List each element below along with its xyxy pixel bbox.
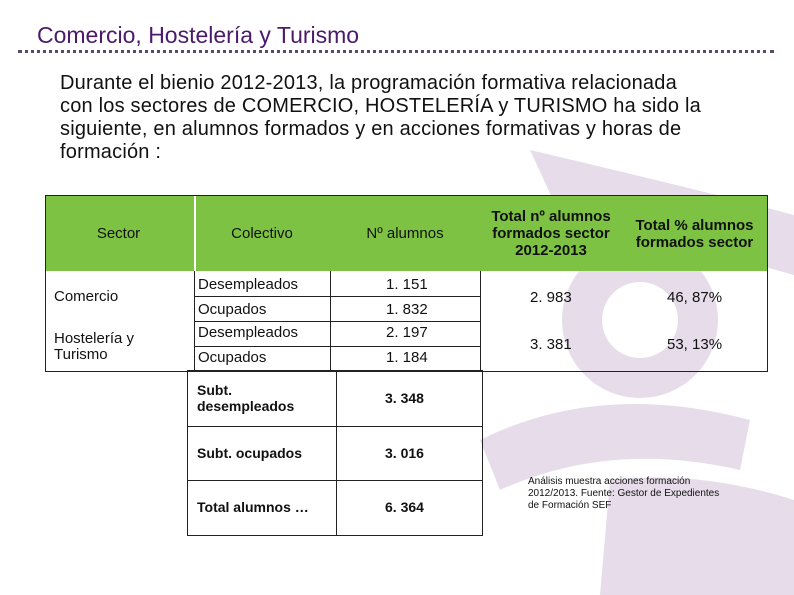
source-note-line: Análisis muestra acciones formación <box>528 476 691 487</box>
intro-line: siguiente, en alumnos formados y en acciones formativas y horas de <box>60 118 682 140</box>
summary-divider <box>336 480 337 535</box>
table-cell-colectivo: Desempleados <box>198 276 299 293</box>
header-total-alumnos <box>480 208 622 259</box>
header-sector: Sector <box>96 225 141 242</box>
header-total-line: formados sector <box>492 225 610 242</box>
intro-line: con los sectores de COMERCIO, HOSTELERÍA y TURISMO ha sido la <box>60 95 701 117</box>
training-table <box>45 195 768 372</box>
summary-value: 3. 348 <box>385 390 424 406</box>
table-cell-pct: 46, 87% <box>667 289 723 306</box>
table-divider <box>194 346 480 347</box>
sector-line: Hostelería y <box>54 330 135 347</box>
summary-divider <box>336 371 337 426</box>
summary-label <box>197 382 294 414</box>
summary-label-line: Subt. <box>197 382 232 398</box>
sector-line: Turismo <box>54 346 108 363</box>
header-total-line: 2012-2013 <box>515 242 587 259</box>
table-cell-total: 2. 983 <box>530 289 572 306</box>
table-cell-alumnos: 1. 151 <box>386 276 428 293</box>
page-title: Comercio, Hostelería y Turismo <box>37 22 360 48</box>
intro-paragraph <box>60 72 760 164</box>
header-pct-alumnos <box>622 217 767 251</box>
header-colectivo: Colectivo <box>231 225 293 242</box>
table-cell-colectivo: Desempleados <box>198 324 299 341</box>
summary-divider <box>336 425 337 480</box>
header-total-line: Total nº alumnos <box>491 208 611 225</box>
table-cell-alumnos: 1. 832 <box>386 301 428 318</box>
source-note-line: de Formación SEF <box>528 500 612 511</box>
summary-subt-ocupados <box>187 425 483 481</box>
summary-label-line: desempleados <box>197 398 295 414</box>
intro-line: Durante el bienio 2012-2013, la programación formativa relacionada <box>60 72 677 94</box>
summary-value: 6. 364 <box>385 499 424 515</box>
summary-label: Total alumnos … <box>197 499 309 515</box>
summary-subt-desempleados <box>187 370 483 427</box>
table-divider <box>480 271 481 371</box>
intro-line: formación : <box>60 141 162 163</box>
title-divider <box>18 50 774 53</box>
table-divider <box>194 296 480 297</box>
table-cell-pct: 53, 13% <box>667 336 723 353</box>
source-note <box>528 476 778 512</box>
table-cell-colectivo: Ocupados <box>198 301 267 318</box>
table-cell-colectivo: Ocupados <box>198 349 267 366</box>
summary-total-alumnos <box>187 480 483 536</box>
table-divider <box>194 321 480 322</box>
table-cell-alumnos: 1. 184 <box>386 349 428 366</box>
header-num-alumnos: Nº alumnos <box>366 225 444 242</box>
table-cell-alumnos: 2. 197 <box>386 324 428 341</box>
table-cell-sector: Comercio <box>54 288 119 305</box>
summary-value: 3. 016 <box>385 445 424 461</box>
header-pct-line: Total % alumnos <box>635 217 754 234</box>
summary-label: Subt. ocupados <box>197 445 302 461</box>
table-cell-sector <box>54 331 134 363</box>
header-pct-line: formados sector <box>635 234 754 251</box>
source-note-line: 2012/2013. Fuente: Gestor de Expedientes <box>528 488 720 499</box>
table-cell-total: 3. 381 <box>530 336 572 353</box>
